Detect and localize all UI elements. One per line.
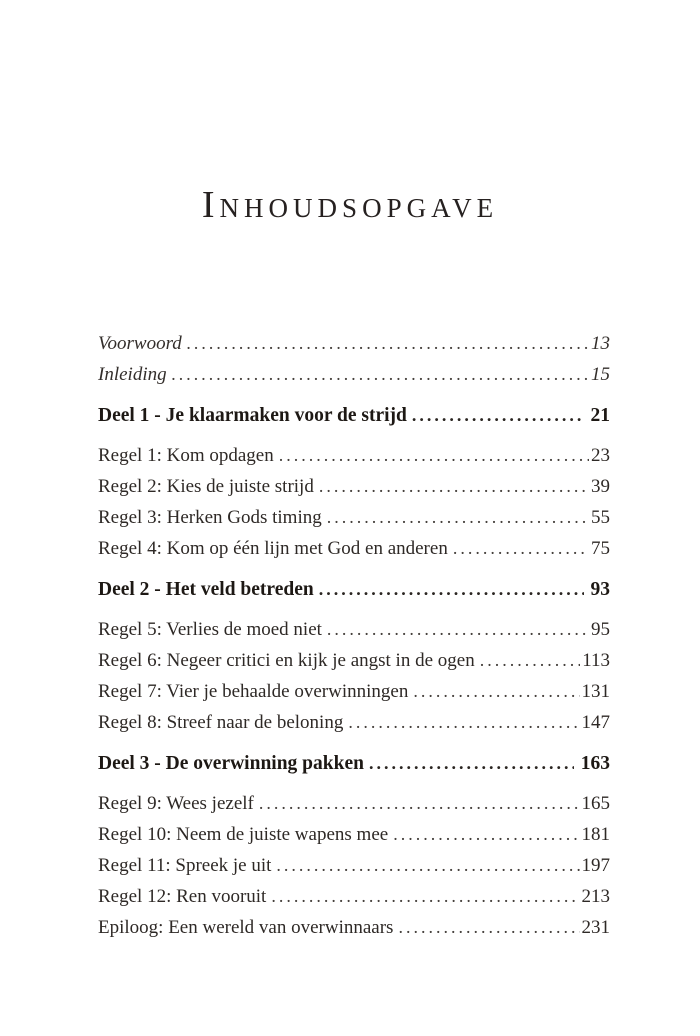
dot-leader: [327, 502, 589, 533]
toc-entry-page: 181: [581, 824, 610, 845]
dot-leader: [271, 881, 579, 912]
toc-entry: [98, 328, 610, 359]
dot-leader: [398, 912, 579, 943]
toc-entry-page: 95: [591, 619, 610, 640]
toc-entry-page: 55: [591, 507, 610, 528]
toc-entry: [98, 850, 610, 881]
toc-entry-label: Regel 11: Spreek je uit: [98, 855, 272, 876]
table-of-contents: [98, 328, 610, 943]
toc-entry: [98, 788, 610, 819]
toc-entry-label: Inleiding: [98, 364, 167, 385]
toc-entry: [98, 912, 610, 943]
toc-entry-label: Regel 10: Neem de juiste wapens mee: [98, 824, 389, 845]
toc-entry-page: 23: [591, 445, 610, 466]
toc-section-deel-1: [98, 400, 610, 564]
toc-entry: [98, 471, 610, 502]
toc-entry-page: 165: [581, 793, 610, 814]
toc-entry-page: 75: [591, 538, 610, 559]
toc-entry-page: 213: [581, 886, 610, 907]
toc-front-matter: [98, 328, 610, 390]
toc-entry-page: 113: [582, 650, 610, 671]
dot-leader: [393, 819, 579, 850]
toc-heading-label: Deel 1 - Je klaarmaken voor de strijd: [98, 405, 407, 426]
toc-entry-label: Regel 6: Negeer critici en kijk je angst in de ogen: [98, 650, 475, 671]
dot-leader: [453, 533, 589, 564]
toc-entry-page: 39: [591, 476, 610, 497]
dot-leader: [172, 359, 589, 390]
toc-entry-page: 15: [591, 364, 610, 385]
toc-entry: [98, 614, 610, 645]
dot-leader: [413, 676, 579, 707]
toc-entry-label: Regel 12: Ren vooruit: [98, 886, 267, 907]
toc-entry-label: Regel 1: Kom opdagen: [98, 445, 274, 466]
toc-entry-label: Epiloog: Een wereld van overwinnaars: [98, 917, 394, 938]
toc-entry-label: Regel 2: Kies de juiste strijd: [98, 476, 314, 497]
toc-heading-page: 21: [590, 405, 610, 426]
dot-leader: [259, 788, 580, 819]
toc-heading-page: 163: [580, 753, 610, 774]
toc-entry-label: Regel 4: Kom op één lijn met God en anderen: [98, 538, 448, 559]
dot-leader: [187, 328, 589, 359]
dot-leader: [480, 645, 580, 676]
toc-entry: [98, 502, 610, 533]
toc-entry: [98, 440, 610, 471]
toc-entry: [98, 881, 610, 912]
toc-entry-page: 131: [581, 681, 610, 702]
toc-entry-label: Regel 8: Streef naar de beloning: [98, 712, 344, 733]
dot-leader: [279, 440, 589, 471]
dot-leader: [412, 400, 584, 431]
toc-section-heading: [98, 574, 610, 605]
toc-entry: [98, 645, 610, 676]
toc-heading-label: Deel 2 - Het veld betreden: [98, 579, 314, 600]
toc-entry-page: 197: [581, 855, 610, 876]
toc-entry-label: Regel 5: Verlies de moed niet: [98, 619, 322, 640]
dot-leader: [348, 707, 579, 738]
toc-entry-label: Voorwoord: [98, 333, 182, 354]
toc-entry: [98, 359, 610, 390]
toc-heading-page: 93: [590, 579, 610, 600]
toc-section-deel-3: [98, 748, 610, 943]
toc-entry: [98, 676, 610, 707]
toc-section-heading: [98, 748, 610, 779]
toc-section-deel-2: [98, 574, 610, 738]
toc-entry-label: Regel 9: Wees jezelf: [98, 793, 254, 814]
toc-entry: [98, 533, 610, 564]
dot-leader: [319, 471, 589, 502]
toc-entry-label: Regel 7: Vier je behaalde overwinningen: [98, 681, 409, 702]
toc-entry: [98, 707, 610, 738]
dot-leader: [369, 748, 574, 779]
toc-entry-page: 13: [591, 333, 610, 354]
toc-heading-label: Deel 3 - De overwinning pakken: [98, 753, 364, 774]
toc-entry-page: 147: [581, 712, 610, 733]
toc-entry-label: Regel 3: Herken Gods timing: [98, 507, 322, 528]
dot-leader: [319, 574, 584, 605]
toc-entry-page: 231: [581, 917, 610, 938]
page-title: Inhoudsopgave: [201, 184, 499, 226]
dot-leader: [276, 850, 579, 881]
toc-entry: [98, 819, 610, 850]
dot-leader: [327, 614, 589, 645]
toc-section-heading: [98, 400, 610, 431]
